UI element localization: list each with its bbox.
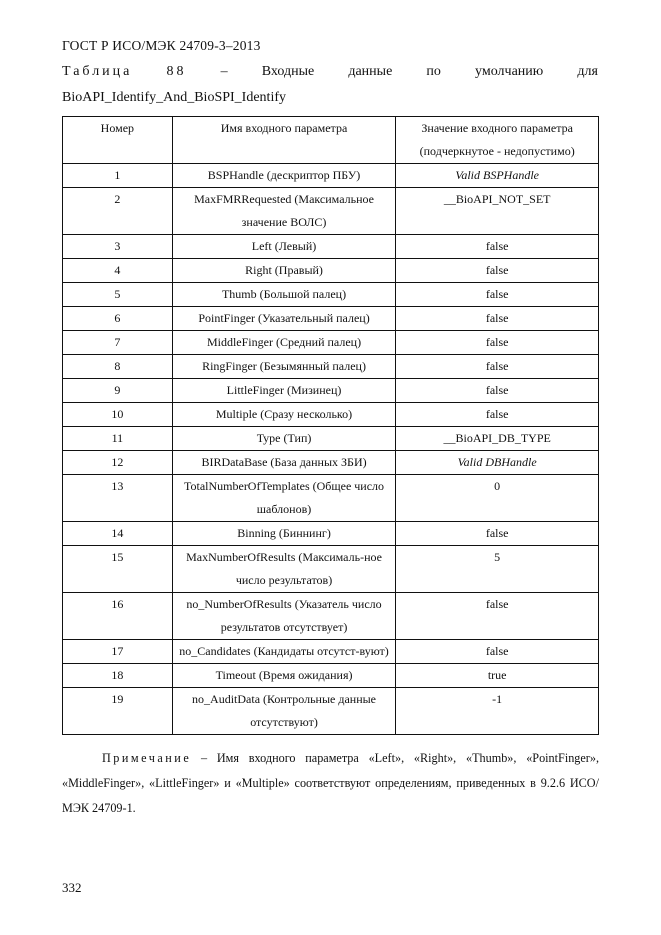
row-number: 7 (63, 331, 173, 355)
row-param-value: true (396, 664, 599, 688)
page-number: 332 (62, 880, 82, 895)
caption-word-2: данные (348, 64, 393, 79)
table-note (62, 746, 599, 821)
table-body (63, 164, 599, 735)
table-row (63, 403, 599, 427)
row-param-value: __BioAPI_NOT_SET (396, 188, 599, 235)
row-param-value: __BioAPI_DB_TYPE (396, 427, 599, 451)
row-number: 12 (63, 451, 173, 475)
note-text: – Имя входного параметра «Left», «Right», «Thumb», «PointFinger», «MiddleFinger», «LittleFinger» и «Multiple» соответствуют определениям, приведенных в 9.2.6 ИСО/МЭК 24709-1. (62, 751, 599, 815)
row-param-name: Type (Тип) (172, 427, 396, 451)
row-param-value: false (396, 259, 599, 283)
row-number: 15 (63, 546, 173, 593)
caption-word-3: по (426, 64, 441, 79)
row-param-value: false (396, 403, 599, 427)
table-caption (62, 64, 598, 80)
row-param-name: MaxNumberOfResults (Максималь-ное число результатов) (172, 546, 396, 593)
row-param-name: BIRDataBase (База данных ЗБИ) (172, 451, 396, 475)
header-param-name: Имя входного параметра (172, 117, 396, 164)
caption-word-1: Входные (261, 64, 315, 79)
row-number: 2 (63, 188, 173, 235)
header-param-value-line2: (подчеркнутое - недопустимо) (419, 144, 575, 158)
row-param-name: no_NumberOfResults (Указатель число результатов отсутствует) (172, 593, 396, 640)
row-param-value: false (396, 331, 599, 355)
row-param-value: false (396, 307, 599, 331)
row-number: 16 (63, 593, 173, 640)
table-row (63, 355, 599, 379)
row-number: 3 (63, 235, 173, 259)
row-number: 10 (63, 403, 173, 427)
row-param-name: no_AuditData (Контрольные данные отсутствуют) (172, 688, 396, 735)
row-param-value: false (396, 640, 599, 664)
row-number: 14 (63, 522, 173, 546)
table-row (63, 664, 599, 688)
row-param-value: -1 (396, 688, 599, 735)
row-param-name: TotalNumberOfTemplates (Общее число шаблонов) (172, 475, 396, 522)
row-number: 6 (63, 307, 173, 331)
row-param-name: MaxFMRRequested (Максимальное значение ВОЛС) (172, 188, 396, 235)
defaults-table (62, 116, 599, 735)
table-row (63, 546, 599, 593)
table-row (63, 640, 599, 664)
header-number: Номер (63, 117, 173, 164)
row-param-value: false (396, 593, 599, 640)
row-number: 4 (63, 259, 173, 283)
row-param-name: Thumb (Большой палец) (172, 283, 396, 307)
row-number: 8 (63, 355, 173, 379)
table-row (63, 235, 599, 259)
table-row (63, 259, 599, 283)
caption-table-number: 88 (166, 64, 187, 79)
header-param-value-line1: Значение входного параметра (421, 121, 573, 135)
table-row (63, 475, 599, 522)
table-row (63, 283, 599, 307)
row-param-name: Left (Левый) (172, 235, 396, 259)
table-row (63, 522, 599, 546)
row-param-value: Valid BSPHandle (396, 164, 599, 188)
row-param-value: 0 (396, 475, 599, 522)
row-param-value: false (396, 283, 599, 307)
row-number: 9 (63, 379, 173, 403)
header-param-value (396, 117, 599, 164)
row-param-name: Binning (Биннинг) (172, 522, 396, 546)
row-number: 11 (63, 427, 173, 451)
row-number: 18 (63, 664, 173, 688)
caption-word-4: умолчанию (475, 64, 544, 79)
caption-word-5: для (577, 64, 598, 79)
row-param-name: Multiple (Сразу несколько) (172, 403, 396, 427)
row-param-name: BSPHandle (дескриптор ПБУ) (172, 164, 396, 188)
row-param-value: false (396, 355, 599, 379)
row-number: 1 (63, 164, 173, 188)
row-param-name: PointFinger (Указательный палец) (172, 307, 396, 331)
table-row (63, 188, 599, 235)
table-row (63, 164, 599, 188)
table-row (63, 427, 599, 451)
table-row (63, 451, 599, 475)
note-label: Примечание (102, 751, 192, 765)
row-param-value: false (396, 522, 599, 546)
table-header-row (63, 117, 599, 164)
row-param-name: Timeout (Время ожидания) (172, 664, 396, 688)
row-number: 19 (63, 688, 173, 735)
row-param-name: RingFinger (Безымянный палец) (172, 355, 396, 379)
row-param-name: Right (Правый) (172, 259, 396, 283)
table-row (63, 307, 599, 331)
row-param-value: 5 (396, 546, 599, 593)
row-param-value: false (396, 235, 599, 259)
table-row (63, 688, 599, 735)
row-param-name: no_Candidates (Кандидаты отсутст-вуют) (172, 640, 396, 664)
row-param-name: MiddleFinger (Средний палец) (172, 331, 396, 355)
table-row (63, 331, 599, 355)
row-param-name: LittleFinger (Мизинец) (172, 379, 396, 403)
table-row (63, 593, 599, 640)
row-number: 13 (63, 475, 173, 522)
table-row (63, 379, 599, 403)
document-header: ГОСТ Р ИСО/МЭК 24709-3–2013 (62, 38, 261, 53)
row-param-value: Valid DBHandle (396, 451, 599, 475)
caption-word-table: Таблица (62, 64, 133, 79)
row-number: 17 (63, 640, 173, 664)
caption-dash: – (220, 64, 228, 79)
row-number: 5 (63, 283, 173, 307)
row-param-value: false (396, 379, 599, 403)
caption-function-name: BioAPI_Identify_And_BioSPI_Identify (62, 90, 286, 105)
